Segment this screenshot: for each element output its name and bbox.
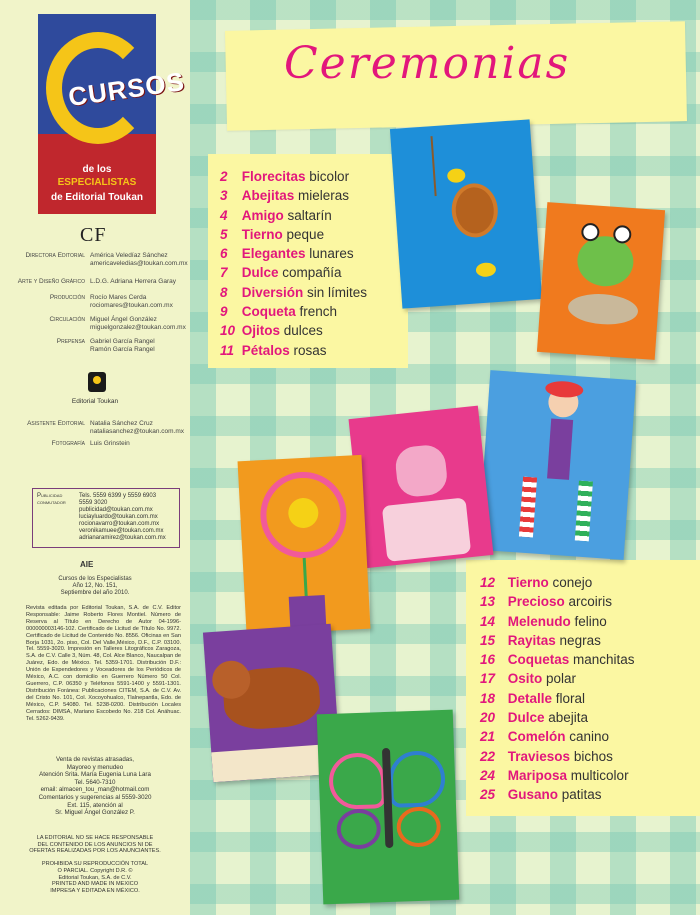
list-item[interactable]: 21 Comelón canino <box>480 729 610 745</box>
list-item[interactable]: 24 Mariposa multicolor <box>480 767 629 783</box>
list-item[interactable]: 20 Dulce abejita <box>480 710 589 726</box>
contents-list-1 <box>220 167 367 360</box>
credits-sidebar: CURSOS de los ESPECIALISTAS de Editorial Toukan CF Directora Editorial América Veledíaz Sánchez americaveledias@toukan.com.mx Arte y Diseño Gráfico L.D.G. Adriana Herrera Garay Producción Rocío Mares Cerda rociomares@toukan.com.mx Circulación Miguel Ángel González miguelgonzalez@toukan.com.mx Prepensa Gabriel García Rangel Ramón García Rangel Editorial Toukan Asistente Editorial Natalia Sánchez Cruz nataliasanchez@toukan.com.mx Fotografía Luis Grinstein Publicidad conmutador Tels. 5559 6399 y 5559 6903 5559 3020 publicidad@toukan.com.mx luciayluardo@toukan.com.mx rocionavarro@toukan.com.mx veronikamuee@toukan.com.mx adrianaramirez@toukan.com.mx AIE Cursos de los Especialistas Año 12, No. 151, Septiembre del año 2010. Revista editada por Editorial Toukan, S.A. de C.V. Editor Responsable: Jaime Roberto Flores Montiel. Número de Reserva al Título en Derecho de Autor 04-1996-000000003146-102. Certificado de Licitud de Título No. 9972. Certificado de Licitud de Contenido No. 8556. Oficinas en San Borja 1031, 2o. piso, Col. Del Valle,México, D.F., C.P. 03100. Tel. 5559-3020. Impresión en Talleres Litográficos Zaragoza, S.A. de C.V. Calle 3, Núm. 48, Col. Alce Blanco, Naucalpan de Juárez, Edo. de México. Tel. 5359-1701. Distribución D.F.: Unión de Expendedores y Voceadores de los Periódicos de México, A.C. con domicilio en Guerrero Número 50 Col. Guerrero, C.P. 06350 y Teléfonos 5591-1400 y 5591-1301. Distribución Foránea: Publicaciones CITEM, S.A. de C.V. Av. del Cristo No. 101, Col. Xocoyohualco, Tlalnepantla, Edo. de México, C.P. 54080. Tel. 5238-0200. Distribución Locales Cerrados: DIMSA, Mariano Escobedo No. 218 Col. Anáhuac. Tel. 5262-9439. Venta de revistas atrasadas, Mayoreo y menudeo Atención Srita. María Eugenia Luna Lara Tel. 5640-7310 email: almacen_tou_man@hotmail.com Comentarios y sugerencias al 5559-3020 Ext. 115, atención al Sr. Miguel Ángel González P. LA EDITORIAL NO SE HACE RESPONSABLE DEL CONTENIDO DE LOS ANUNCIOS NI DE OFERTAS REALIZADAS POR LOS ANUNCIANTES. PROHIBIDA SU REPRODUCCIÓN TOTAL O PARCIAL. Copyright D.R. © Editorial Toukan, S.A. de C.V. PRINTED AND MADE IN MEXICO IMPRESA Y EDITADA EN MÉXICO. <box>0 0 190 915</box>
list-item[interactable]: 22 Traviesos bichos <box>480 748 613 764</box>
list-item[interactable]: 13 Precioso arcoiris <box>480 594 613 610</box>
list-item[interactable]: 14 Melenudo felino <box>480 613 607 629</box>
cf-logo: CF <box>80 224 107 246</box>
toukan-logo <box>88 372 106 392</box>
contents-list-2 <box>480 573 635 805</box>
clown-craft-photo <box>478 370 636 560</box>
list-item[interactable]: 12 Tierno conejo <box>480 575 593 590</box>
list-item[interactable]: 7 Dulce compañía <box>220 265 342 281</box>
toukan-label: Editorial Toukan <box>71 398 119 405</box>
list-item[interactable]: 15 Rayitas negras <box>480 632 601 648</box>
contents-area <box>190 0 700 915</box>
logo-brand: CURSOS <box>66 65 187 113</box>
list-item[interactable]: 17 Osito polar <box>480 671 577 687</box>
list-item[interactable]: 3 Abejitas mieleras <box>220 188 350 204</box>
butterfly-craft-photo <box>317 710 460 905</box>
publicity-box: Publicidad conmutador Tels. 5559 6399 y 5559 6903 5559 3020 publicidad@toukan.com.mx luciayluardo@toukan.com.mx rocionavarro@toukan.com.mx veronikamuee@toukan.com.mx adrianaramirez@toukan.com.mx <box>32 488 180 548</box>
bee-craft-photo <box>390 119 542 308</box>
logo-line-3: de Editorial Toukan <box>50 192 144 203</box>
disclaimer: LA EDITORIAL NO SE HACE RESPONSABLE DEL CONTENIDO DE LOS ANUNCIOS NI DE OFERTAS REALIZADAS POR LOS ANUNCIANTES. PROHIBIDA SU REPRODUCCIÓN TOTAL O PARCIAL. Copyright D.R. © Editorial Toukan, S.A. de C.V. PRINTED AND MADE IN MEXICO IMPRESA Y EDITADA EN MÉXICO. <box>29 835 161 894</box>
list-item[interactable]: 9 Coqueta french <box>220 304 338 320</box>
list-item[interactable]: 8 Diversión sin límites <box>220 284 368 300</box>
aie-logo: AIE <box>80 560 94 569</box>
cursos-logo <box>38 14 187 214</box>
frog-craft-photo <box>537 202 665 360</box>
issue-info: Cursos de los Especialistas Año 12, No. 151, Septiembre del año 2010. <box>58 576 132 596</box>
list-item[interactable]: 16 Coquetas manchitas <box>480 652 635 668</box>
legal-text: Revista editada por Editorial Toukan, S.A. de C.V. Editor Responsable: Jaime Roberto Flores Montiel. Número de Reserva al Título en Derecho de Autor 04-1996-000000003146-102. Certificado de Licitud de Título No. 9972. Certificado de Licitud de Contenido No. 8556. Oficinas en San Borja 1031, 2o. piso, Col. Del Valle,México, D.F., C.P. 03100. Tel. 5559-3020. Impresión en Talleres Litográficos Zaragoza, S.A. de C.V. Calle 3, Núm. 48, Col. Alce Blanco, Naucalpan de Juárez, Edo. de México. Tel. 5359-1701. Distribución D.F.: Unión de Expendedores y Voceadores de los Periódicos de México, A.C. con domicilio en Guerrero Número 50 Col. Guerrero, C.P. 06350 y Teléfonos 5591-1400 y 5591-1301. Distribución Foránea: Publicaciones CITEM, S.A. de C.V. Av. del Cristo No. 101, Col. Xocoyohualco, Tlalnepantla, Edo. de México, C.P. 54080. Tel. 5238-0200. Distribución Locales Cerrados: DIMSA, Mariano Escobedo No. 218 Col. Anáhuac. Tel. 5262-9439. <box>26 605 181 722</box>
logo-line-2: ESPECIALISTAS <box>57 177 137 188</box>
logo-line-1: de los <box>82 164 112 175</box>
list-item[interactable]: 11 Pétalos rosas <box>220 342 327 358</box>
page-title: Ceremonias <box>284 38 571 89</box>
list-item[interactable]: 2 Florecitas bicolor <box>220 169 350 184</box>
poodle-craft-photo <box>349 406 494 569</box>
list-item[interactable]: 18 Detalle floral <box>480 690 586 706</box>
list-item[interactable]: 4 Amigo saltarín <box>220 207 332 223</box>
back-issues-info: Venta de revistas atrasadas, Mayoreo y menudeo Atención Srita. María Eugenia Luna Lara Tel. 5640-7310 email: almacen_tou_man@hotmail.com Comentarios y sugerencias al 5559-3020 Ext. 115, atención al Sr. Miguel Ángel González P. <box>38 756 152 817</box>
flower-craft-photo <box>238 455 371 635</box>
list-item[interactable]: 5 Tierno peque <box>220 226 325 242</box>
list-item[interactable]: 10 Ojitos dulces <box>220 323 323 339</box>
list-item[interactable]: 25 Gusano patitas <box>480 787 602 803</box>
list-item[interactable]: 6 Elegantes lunares <box>220 246 354 262</box>
